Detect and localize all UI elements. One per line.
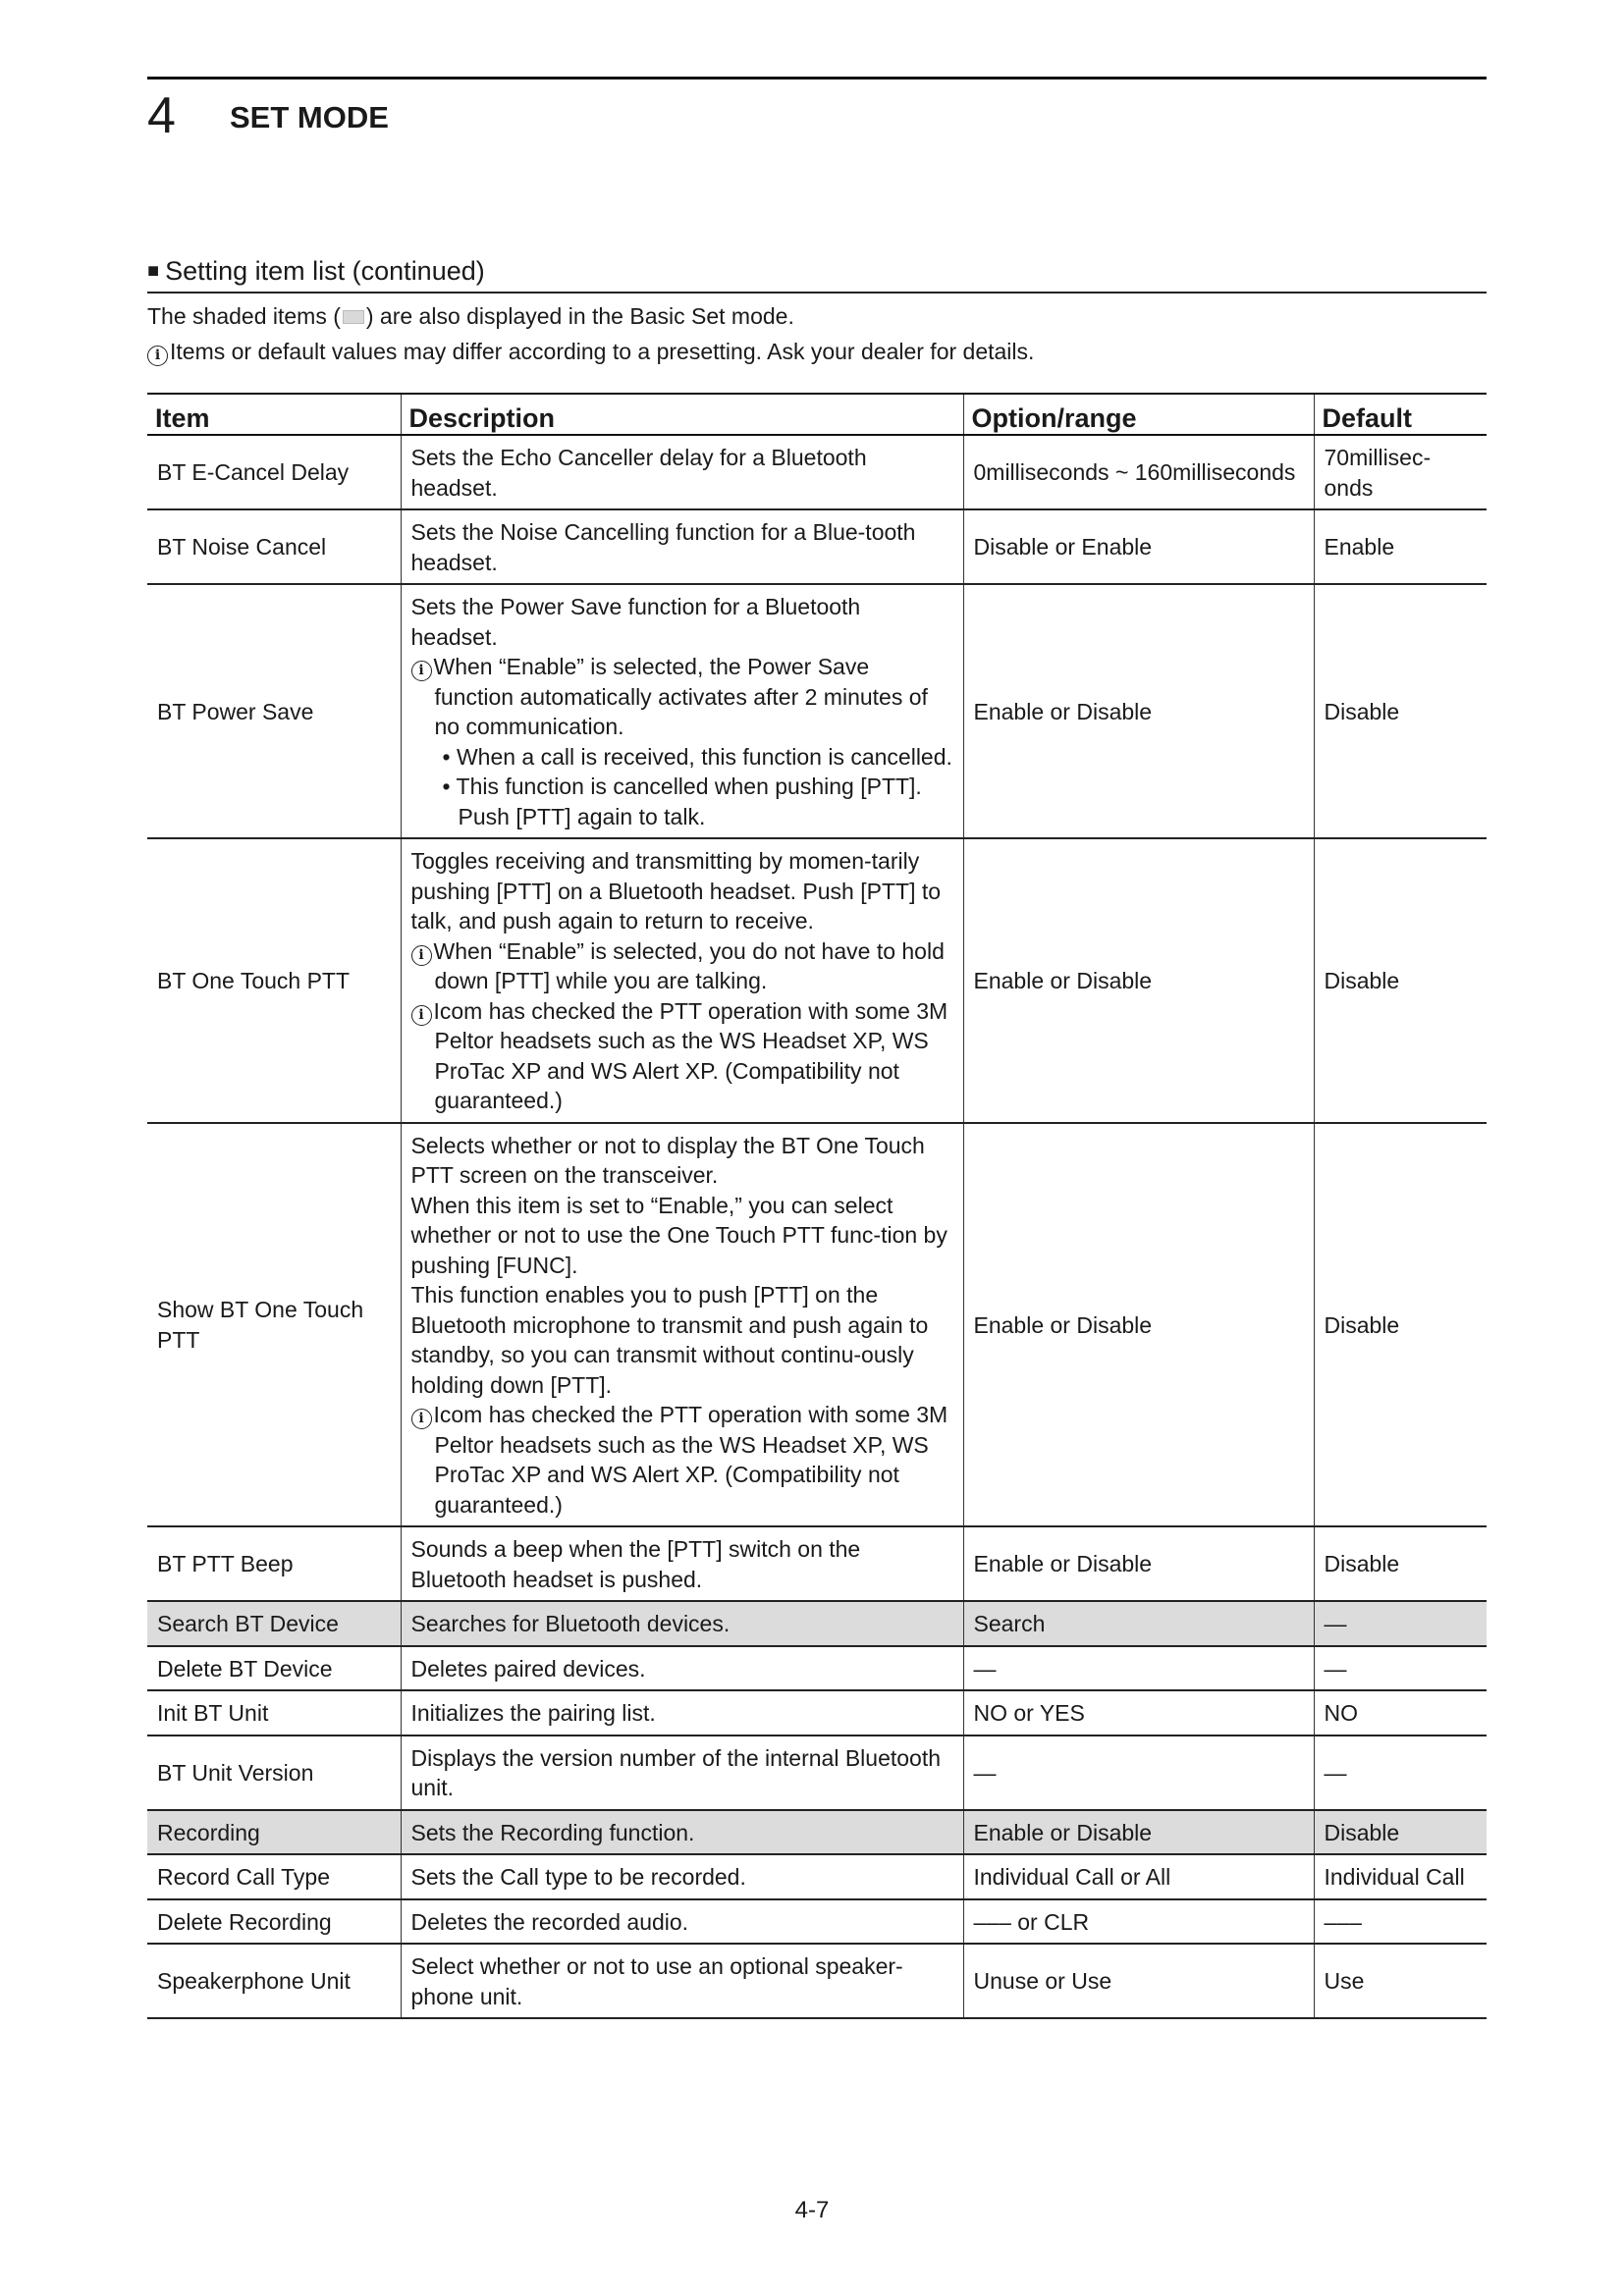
item-cell: BT One Touch PTT [147,838,401,1123]
item-cell: BT Unit Version [147,1735,401,1810]
item-cell: Show BT One Touch PTT [147,1123,401,1527]
default-cell: — [1314,1646,1487,1691]
info-icon: i [411,945,432,966]
table-row [147,1854,1487,1899]
header-default: Default [1314,394,1487,435]
option-cell: Enable or Disable [963,838,1314,1123]
option-cell: Unuse or Use [963,1944,1314,2018]
chapter-number: 4 [147,87,176,144]
page-number: 4-7 [794,2197,830,2223]
default-cell: Individual Call [1314,1854,1487,1899]
default-cell: ––– [1314,1899,1487,1945]
item-cell: BT PTT Beep [147,1526,401,1601]
option-cell: Individual Call or All [963,1854,1314,1899]
table-row [147,1690,1487,1735]
description-cell: Sets the Power Save function for a Bluetooth headset. i When “Enable” is selected, the Power Save function automatically activates after 2 minutes of no communication. • When a call is received, this function is cancelled. • This function is cancelled when pushing [PTT]. Push [PTT] again to talk. [401,584,963,838]
table-row [147,1899,1487,1945]
top-rule [147,77,1487,80]
item-cell: BT Power Save [147,584,401,838]
option-cell: 0milliseconds ~ 160milliseconds [963,435,1314,509]
shaded-sample-icon [343,310,364,324]
default-cell: Enable [1314,509,1487,584]
table-row [147,1944,1487,2018]
description-cell: Sets the Recording function. [401,1810,963,1855]
table-row [147,1123,1487,1527]
default-cell: Disable [1314,584,1487,838]
description-cell: Deletes the recorded audio. [401,1899,963,1945]
header-option-range: Option/range [963,394,1314,435]
item-cell: Record Call Type [147,1854,401,1899]
description-cell: Initializes the pairing list. [401,1690,963,1735]
preset-note: i Items or default values may differ according to a presetting. Ask your dealer for details. [147,336,1034,367]
default-cell: 70millisec-onds [1314,435,1487,509]
section-heading [147,253,485,289]
description-cell: Sets the Noise Cancelling function for a Blue-tooth headset. [401,509,963,584]
option-cell: Search [963,1601,1314,1646]
table-row [147,435,1487,509]
default-cell: Disable [1314,838,1487,1123]
item-cell: Speakerphone Unit [147,1944,401,2018]
table-header-row [147,394,1487,435]
option-cell: — [963,1735,1314,1810]
table-row [147,838,1487,1123]
option-cell: ––– or CLR [963,1899,1314,1945]
option-cell: Disable or Enable [963,509,1314,584]
table-row [147,1810,1487,1855]
option-cell: NO or YES [963,1690,1314,1735]
info-icon: i [411,661,432,681]
item-cell: Init BT Unit [147,1690,401,1735]
setting-item-table [147,393,1487,2019]
default-cell: Use [1314,1944,1487,2018]
item-cell: BT Noise Cancel [147,509,401,584]
description-cell: Sounds a beep when the [PTT] switch on the Bluetooth headset is pushed. [401,1526,963,1601]
item-cell: BT E-Cancel Delay [147,435,401,509]
default-cell: NO [1314,1690,1487,1735]
description-cell: Deletes paired devices. [401,1646,963,1691]
table-row [147,509,1487,584]
default-cell: — [1314,1735,1487,1810]
default-cell: — [1314,1601,1487,1646]
item-cell: Delete BT Device [147,1646,401,1691]
description-cell: Select whether or not to use an optional speaker-phone unit. [401,1944,963,2018]
item-cell: Search BT Device [147,1601,401,1646]
description-cell: Searches for Bluetooth devices. [401,1601,963,1646]
item-cell: Recording [147,1810,401,1855]
table-row [147,584,1487,838]
description-cell: Toggles receiving and transmitting by momen-tarily pushing [PTT] on a Bluetooth headset. Push [PTT] to talk, and push again to return to receive. i When “Enable” is selected, you do not have to hold down [PTT] while you are talking. i Icom has checked the PTT operation with some 3M Peltor headsets such as the WS Headset XP, WS ProTac XP and WS Alert XP. (Compatibility not guaranteed.) [401,838,963,1123]
section-heading-text: Setting item list (continued) [165,256,485,286]
header-description: Description [401,394,963,435]
option-cell: Enable or Disable [963,1526,1314,1601]
description-cell: Selects whether or not to display the BT One Touch PTT screen on the transceiver. When this item is set to “Enable,” you can select whether or not to use the One Touch PTT func-tion by pushing [FUNC]. This function enables you to push [PTT] on the Bluetooth microphone to transmit and push again to standby, so you can transmit without continu-ously holding down [PTT]. i Icom has checked the PTT operation with some 3M Peltor headsets such as the WS Headset XP, WS ProTac XP and WS Alert XP. (Compatibility not guaranteed.) [401,1123,963,1527]
table-row [147,1735,1487,1810]
option-cell: Enable or Disable [963,1123,1314,1527]
default-cell: Disable [1314,1526,1487,1601]
default-cell: Disable [1314,1810,1487,1855]
section-bullet-icon: ■ [147,260,160,282]
shaded-items-note: The shaded items ( ) are also displayed in the Basic Set mode. [147,303,794,329]
item-cell: Delete Recording [147,1899,401,1945]
option-cell: Enable or Disable [963,584,1314,838]
info-icon: i [147,346,168,366]
default-cell: Disable [1314,1123,1487,1527]
info-icon: i [411,1005,432,1026]
header-item: Item [147,394,401,435]
info-icon: i [411,1409,432,1429]
chapter-title: SET MODE [230,100,389,134]
table-row [147,1526,1487,1601]
table-row [147,1646,1487,1691]
option-cell: Enable or Disable [963,1810,1314,1855]
table-row [147,1601,1487,1646]
description-cell: Sets the Call type to be recorded. [401,1854,963,1899]
option-cell: — [963,1646,1314,1691]
description-cell: Displays the version number of the internal Bluetooth unit. [401,1735,963,1810]
description-cell: Sets the Echo Canceller delay for a Bluetooth headset. [401,435,963,509]
section-rule [147,292,1487,294]
